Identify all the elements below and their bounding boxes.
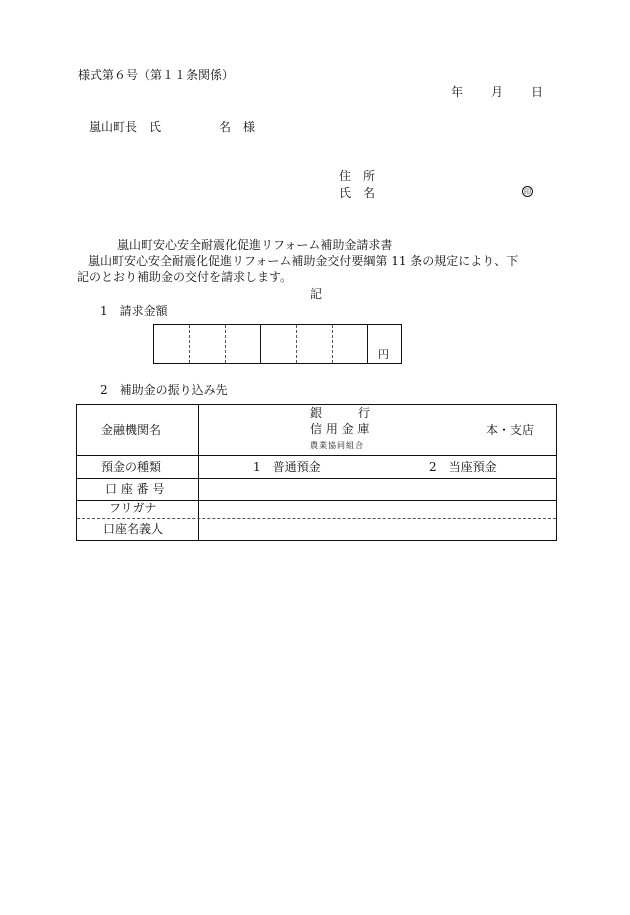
address-label: 住 所 <box>339 169 376 183</box>
agri-coop-option: 農業協同組合 <box>310 441 364 450</box>
amount-digit-cell <box>297 325 333 363</box>
institution-label: 金融機関名 <box>101 423 162 437</box>
seal-mark: 印 <box>524 188 531 196</box>
date-day-label: 日 <box>531 85 544 99</box>
amount-digit-cell <box>333 325 368 363</box>
form-number: 様式第６号（第１１条関係） <box>78 68 235 82</box>
document-title: 嵐山町安心安全耐震化促進リフォーム補助金請求書 <box>117 238 393 252</box>
bank-account-table <box>76 404 557 541</box>
name-label: 氏 名 <box>339 186 376 200</box>
deposit-type-label: 預金の種類 <box>101 460 162 474</box>
account-number-label: 口 座 番 号 <box>105 482 165 496</box>
currency-unit: 円 <box>378 348 389 361</box>
credit-union-option: 信 用 金 庫 <box>310 422 370 436</box>
account-holder-label: 口座名義人 <box>103 522 164 536</box>
deposit-option-ordinary[interactable]: 1 普通預金 <box>253 460 321 474</box>
body-paragraph-line2: 記のとおり補助金の交付を請求します。 <box>77 270 293 284</box>
table-row-divider <box>77 455 556 456</box>
amount-digit-cell <box>154 325 190 363</box>
ki-heading: 記 <box>310 287 323 301</box>
account-number-field[interactable] <box>199 479 555 500</box>
addressee-line: 嵐山町長 氏 <box>89 120 162 134</box>
amount-digit-cell <box>226 325 261 363</box>
amount-digit-cell <box>190 325 226 363</box>
deposit-option-current[interactable]: 2 当座預金 <box>429 460 497 474</box>
section2-heading: 2 補助金の振り込み先 <box>100 383 228 397</box>
date-year-label: 年 <box>451 85 464 99</box>
furigana-field[interactable] <box>199 501 555 518</box>
institution-field[interactable] <box>207 405 547 454</box>
amount-digit-cell <box>261 325 297 363</box>
body-paragraph-line1: 嵐山町安心安全耐震化促進リフォーム補助金交付要綱第 11 条の規定により、下 <box>88 254 519 268</box>
date-month-label: 月 <box>491 85 504 99</box>
amount-box[interactable] <box>153 324 402 364</box>
section1-heading: 1 請求金額 <box>100 304 168 318</box>
addressee-name-suffix: 名 様 <box>219 120 256 134</box>
account-holder-field[interactable] <box>199 519 555 540</box>
bank-option: 銀 行 <box>310 406 371 420</box>
furigana-label: フリガナ <box>109 501 157 515</box>
branch-label: 本・支店 <box>486 423 535 437</box>
